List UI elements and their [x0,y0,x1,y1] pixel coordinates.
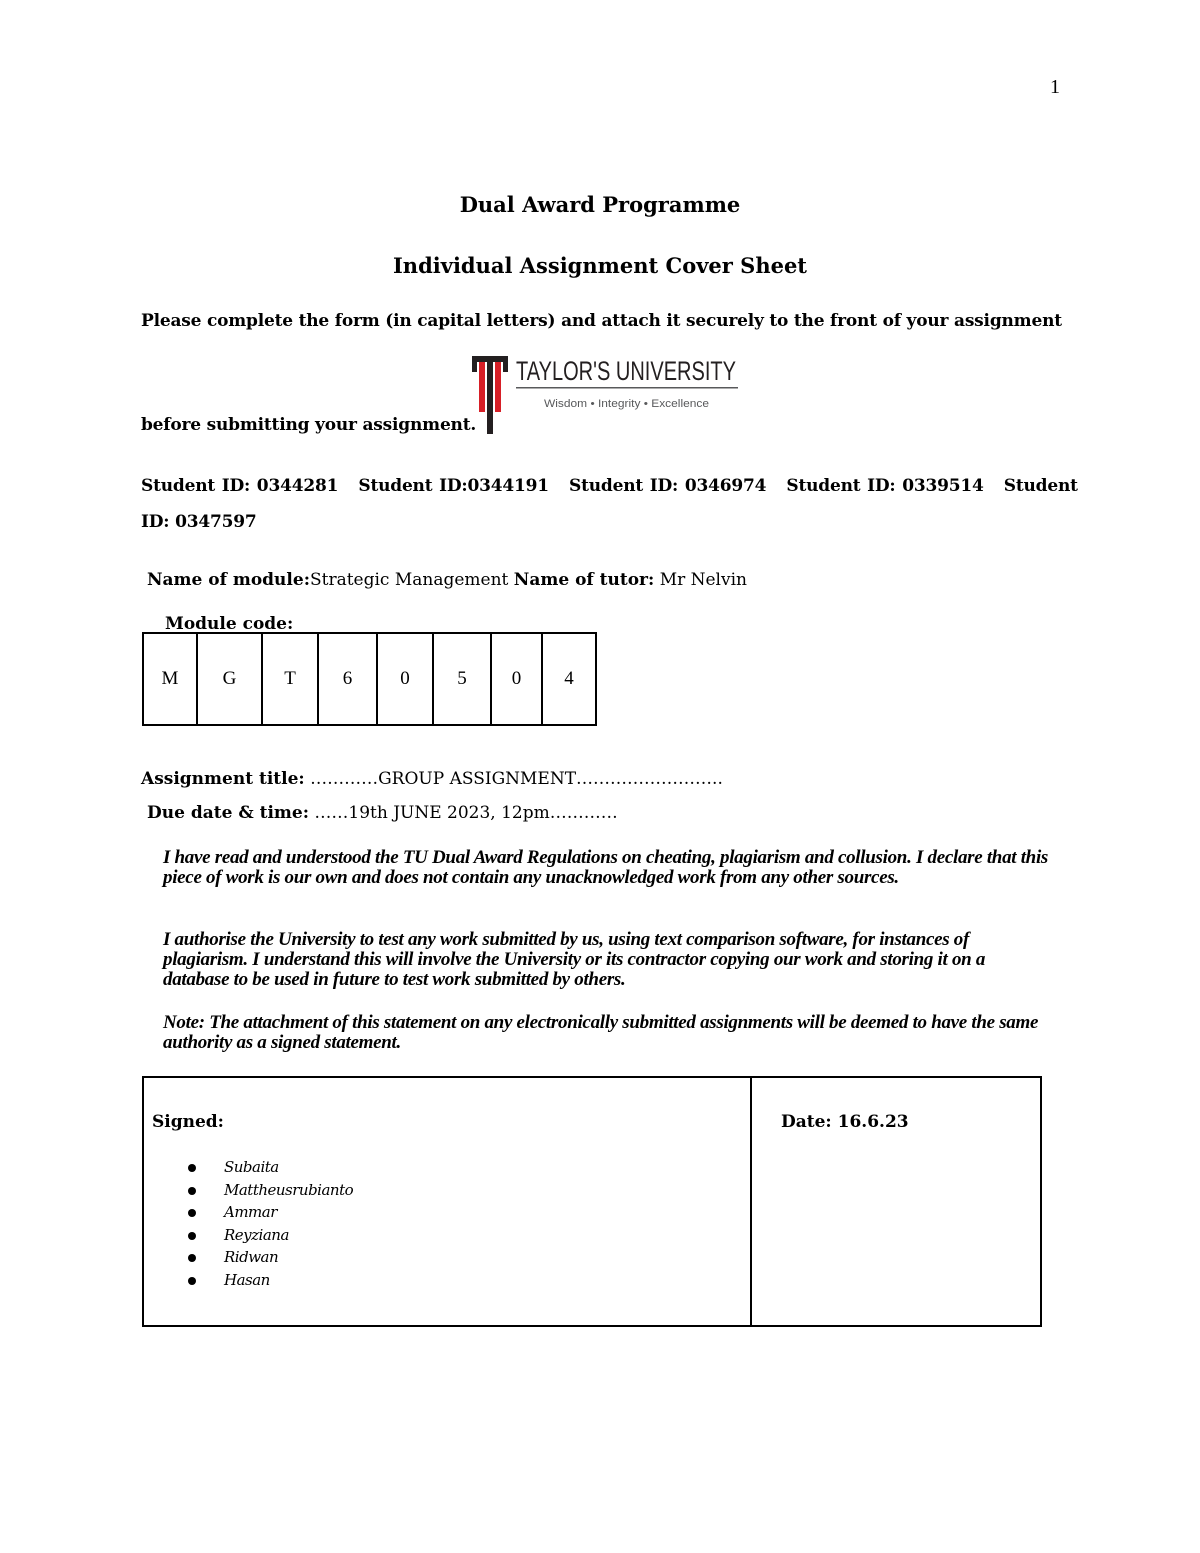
logo-wordmark: TAYLOR'S UNIVERSITY [516,356,736,386]
due-date-label: Due date & time: [147,803,309,823]
module-name-value: Strategic Management [309,570,509,590]
module-code-cell: 5 [433,633,491,725]
module-code-cell: T [262,633,318,725]
signed-label: Signed: [152,1112,224,1132]
declaration-paragraph-1: I have read and understood the TU Dual Award Regulations on cheating, plagiarism and collusion. I declare that this piece of work is our own and does not contain any unacknowledged work from any other sources. [163,847,1049,888]
signer-item [184,1201,353,1224]
module-name-label: Name of module: [147,570,310,590]
bullet-icon [188,1277,196,1285]
signer-name: Ammar [224,1203,277,1221]
document-subtitle: Individual Assignment Cover Sheet [392,253,808,278]
assignment-title-value: …………GROUP ASSIGNMENT…………………….. [304,769,723,789]
bullet-icon [188,1187,196,1195]
signer-item [184,1246,353,1269]
tutor-name-value: Mr Nelvin [659,570,747,590]
signature-divider [750,1078,752,1325]
assignment-title-line [141,769,723,789]
signer-name: Mattheusrubianto [224,1180,354,1199]
module-code-cell: 6 [318,633,377,725]
module-code-cell: 0 [491,633,542,725]
signer-list [184,1156,353,1291]
module-code-label: Module code: [165,614,294,634]
assignment-title-label: Assignment title: [141,769,305,789]
logo-tagline: Wisdom • Integrity • Excellence [544,398,709,410]
module-code-cell: 0 [377,633,433,725]
module-code-cell: G [197,633,262,725]
signature-box [142,1076,1042,1327]
signer-item [184,1156,353,1179]
bullet-icon [188,1164,196,1172]
module-code-cell: M [143,633,197,725]
instructions-line-2: before submitting your assignment. [141,415,477,435]
signer-name: Hasan [224,1270,270,1289]
instructions-line-1: Please complete the form (in capital letters) and attach it securely to the front of your assignment [141,311,1062,331]
due-date-value: ……19th JUNE 2023, 12pm………… [308,803,618,823]
module-code-cell: 4 [542,633,596,725]
signer-item [184,1224,353,1247]
signer-name: Subaita [224,1158,279,1176]
student-ids-line-1: Student ID: 0344281 Student ID:0344191 Student ID: 0346974 Student ID: 0339514 Student [141,476,1078,496]
tutor-name-label: Name of tutor: [513,570,655,590]
date-label: Date: 16.6.23 [781,1112,909,1132]
signer-item [184,1269,353,1292]
bullet-icon [188,1254,196,1262]
signer-name: Ridwan [224,1248,279,1266]
page-number: 1 [1050,76,1060,98]
module-tutor-line [147,570,747,590]
signer-item [184,1179,353,1202]
taylors-university-logo [470,350,740,435]
bullet-icon [188,1209,196,1217]
student-ids-line-2: ID: 0347597 [141,512,257,532]
document-title: Dual Award Programme [459,192,741,217]
bullet-icon [188,1232,196,1240]
declaration-paragraph-2: I authorise the University to test any work submitted by us, using text comparison software, for instances of plagiarism. I understand this will involve the University or its contractor copying our work and storing it on a database to be used in future to test work submitted by others. [163,929,986,990]
declaration-note: Note: The attachment of this statement on any electronically submitted assignments will be deemed to have the same authority as a signed statement. [163,1012,1039,1053]
signer-name: Reyziana [224,1225,289,1244]
university-crest-icon [470,350,740,435]
due-date-line [147,803,618,823]
module-code-table [142,632,597,726]
